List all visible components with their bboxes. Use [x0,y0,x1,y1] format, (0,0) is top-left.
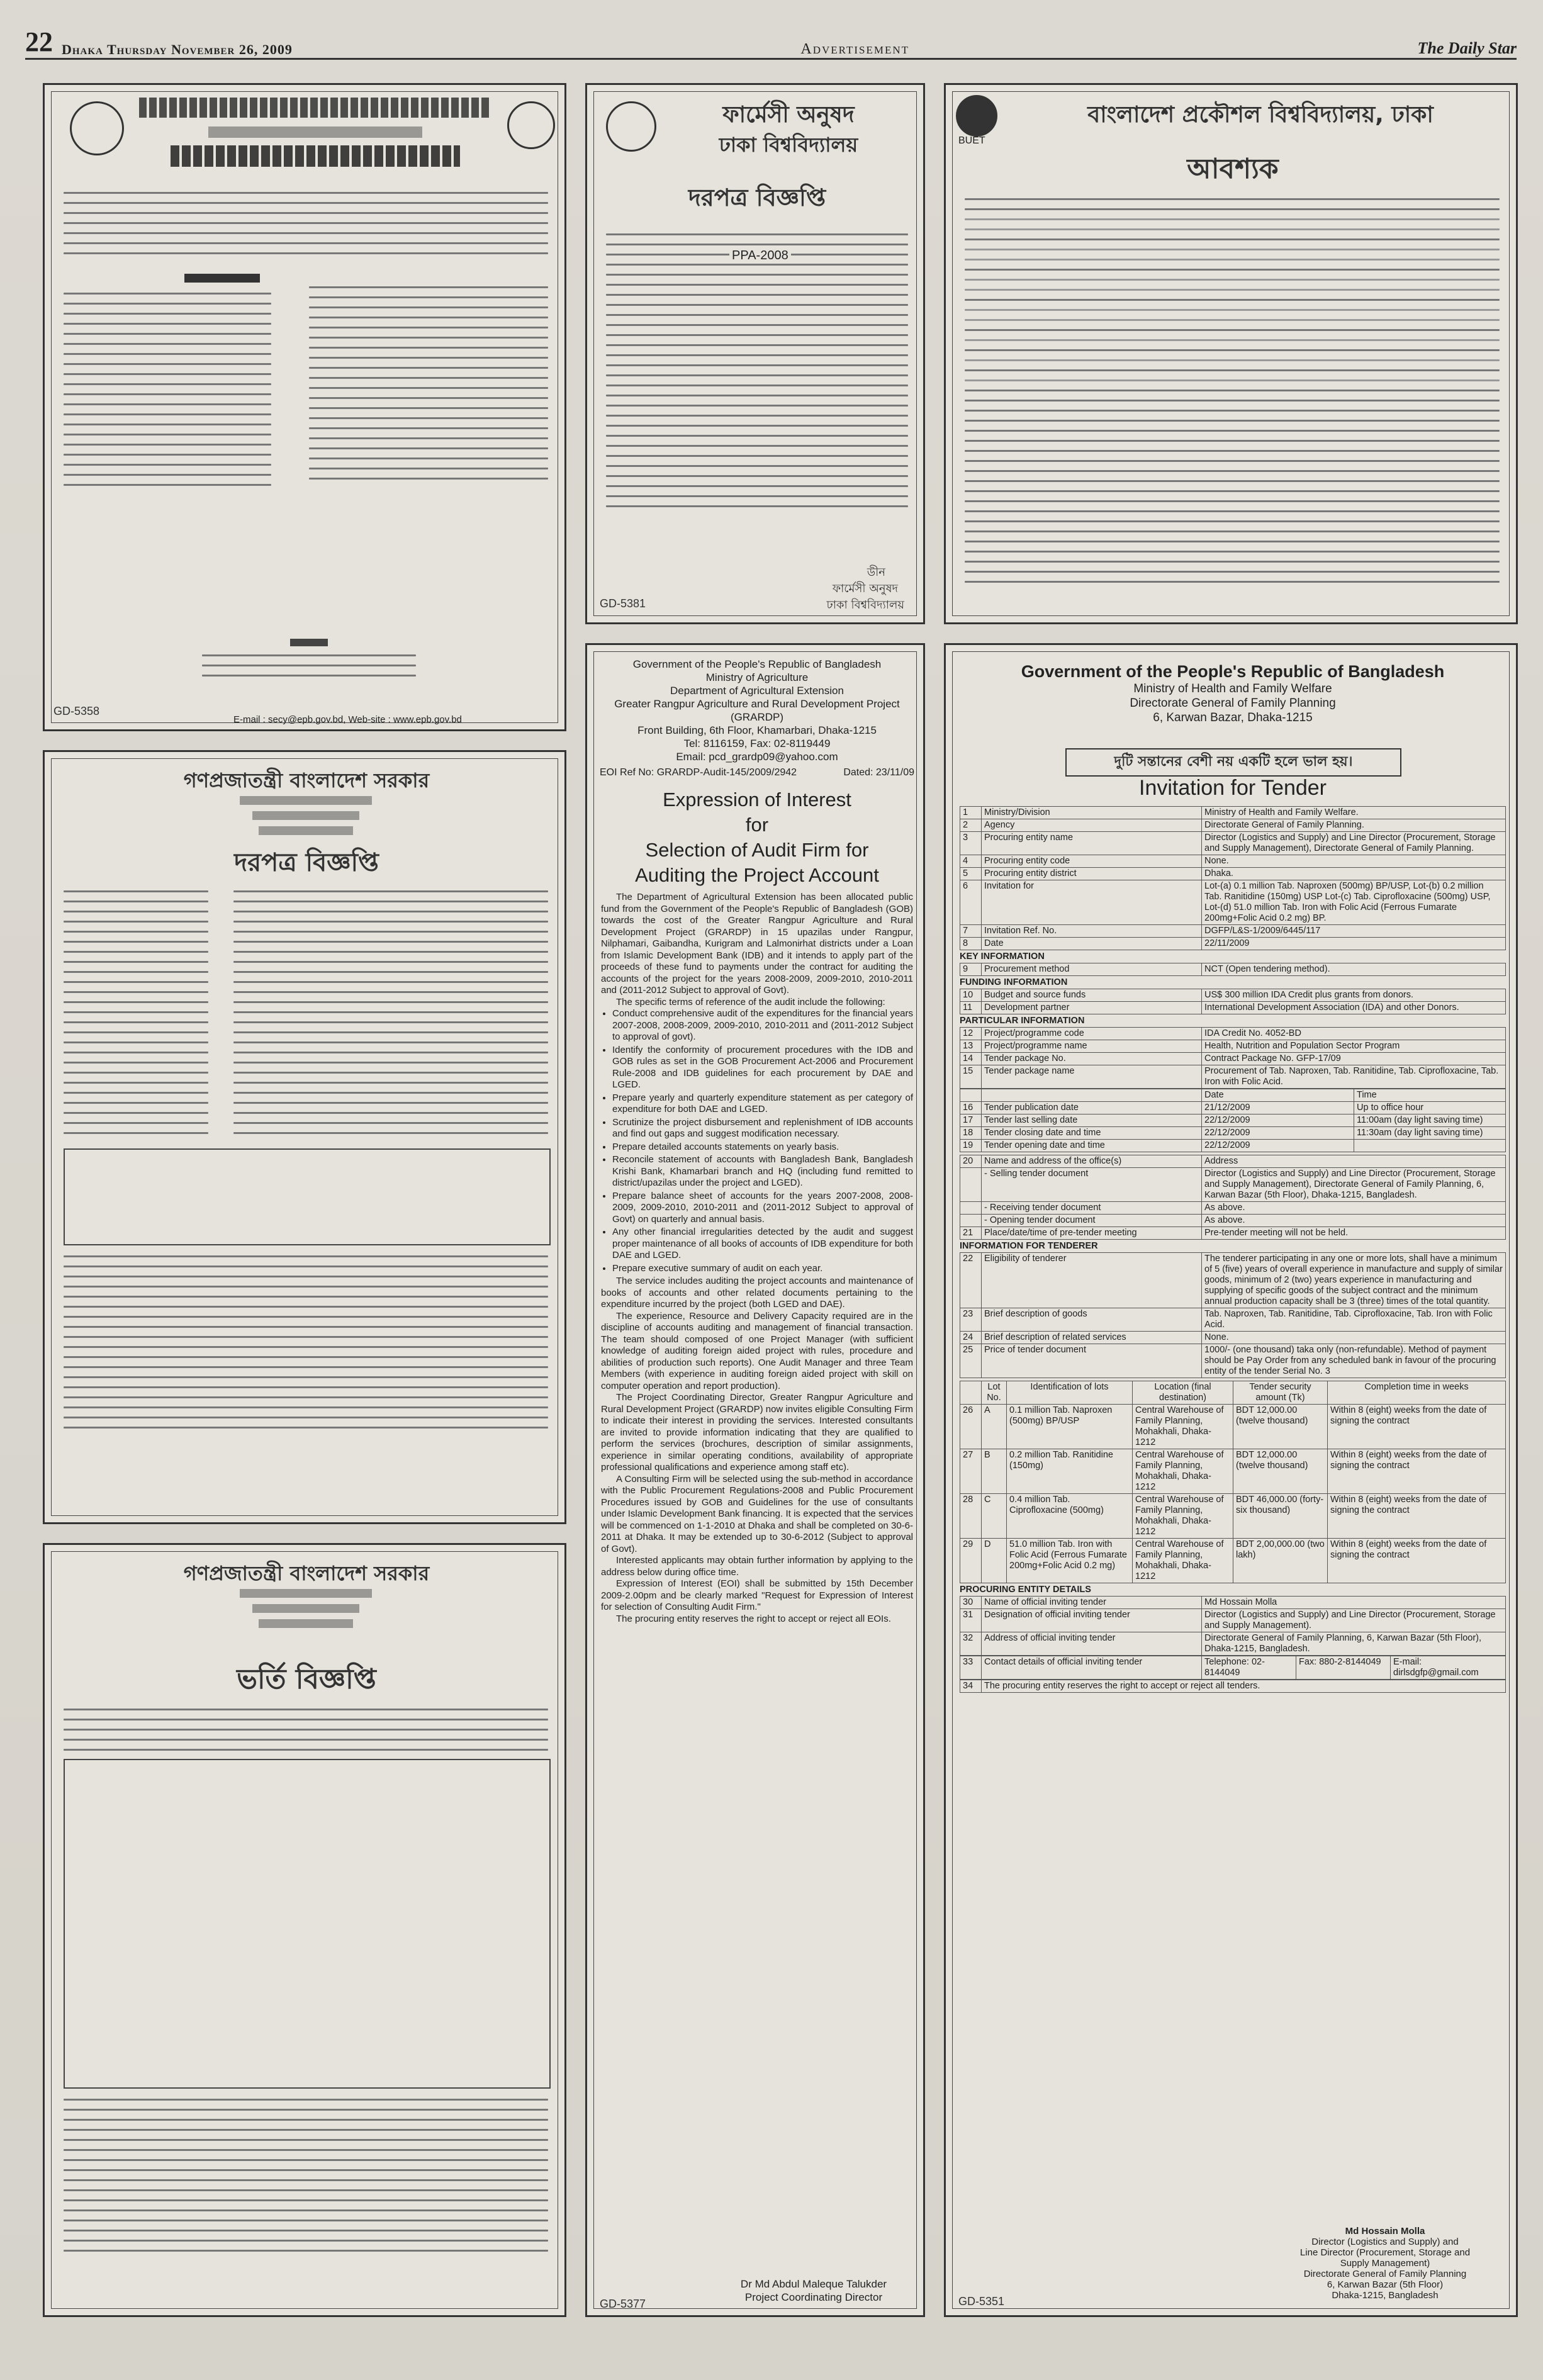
table-cell: E-mail: dirlsdgfp@gmail.com [1391,1656,1506,1680]
table-row [960,1381,1506,1405]
masthead [25,26,1517,60]
table-cell: Tender opening date and time [982,1140,1202,1152]
table-cell: 20 [960,1155,982,1168]
table-row [960,1114,1506,1127]
table-cell: 4 [960,855,982,868]
table-cell: 0.4 million Tab. Ciprofloxacine (500mg) [1007,1494,1133,1539]
eoi-para-4: The experience, Resource and Delivery Capacity required are in the discipline of accounts auditing and management of financial transaction. The team should composed of one Project Manager (with sufficient knowledge of auditing foreign aided project with rules, procedure and abilities of production such reports). One Audit Manager and three Team Members (with experience in auditing foreign aided project with skill on computer operation and report production). [601,1310,913,1391]
table-cell: Directorate General of Family Planning. [1202,819,1506,832]
table-row [960,1155,1506,1168]
table-cell: Name and address of the office(s) [982,1155,1202,1168]
table-cell: Central Warehouse of Family Planning, Mohakhali, Dhaka-1212 [1133,1405,1233,1449]
table-cell: None. [1202,1332,1506,1344]
table-cell: Directorate General of Family Planning, 6, Karwan Bazar (5th Floor), Dhaka-1215, Bangladesh. [1202,1632,1506,1656]
table-cell: Project/programme name [982,1040,1202,1053]
table-row [960,1227,1506,1240]
table-cell: Brief description of goods [982,1308,1202,1332]
pharmacy-sign-2: ফার্মেসী অনুষদ [832,582,898,595]
table-cell: 17 [960,1114,982,1127]
ppa-ref: PPA-2008 [729,249,791,263]
pharmacy-sign-3: ঢাকা বিশ্ববিদ্যালয় [826,598,904,612]
table-cell: 22/11/2009 [1202,938,1506,950]
table-cell: 5 [960,868,982,880]
procuring-entity-section: PROCURING ENTITY DETAILS [960,1585,1091,1595]
table-cell: BDT 12,000.00 (twelve thousand) [1233,1449,1328,1494]
buet-recruitment-ad [944,83,1518,624]
table-cell: 51.0 million Tab. Iron with Folic Acid (Ferrous Fumarate 200mg+Folic Acid 0.2 mg) [1007,1539,1133,1583]
eoi-project: Greater Rangpur Agriculture and Rural Development Project [614,698,900,710]
table-cell: 33 [960,1656,982,1680]
table-row [960,855,1506,868]
table-cell: 22/12/2009 [1202,1127,1354,1140]
key-info-section: KEY INFORMATION [960,951,1045,962]
table-cell: International Development Association (IDA) and other Donors. [1202,1002,1506,1014]
table-cell: Project/programme code [982,1028,1202,1040]
table-cell: 24 [960,1332,982,1344]
table-cell: Eligibility of tenderer [982,1253,1202,1308]
eoi-address: Front Building, 6th Floor, Khamarbari, Dhaka-1215 [637,724,877,736]
table-cell: Up to office hour [1354,1102,1506,1114]
table-row [960,1308,1506,1332]
eoi-signer-title: Project Coordinating Director [744,2291,883,2303]
funding-info-section: FUNDING INFORMATION [960,977,1068,987]
epb-logo-icon [70,101,124,155]
table-cell: Tender package No. [982,1053,1202,1065]
table-cell: Within 8 (eight) weeks from the date of signing the contract [1328,1405,1506,1449]
table-cell: C [982,1494,1007,1539]
table-cell: 1 [960,807,982,819]
table-row [960,1253,1506,1308]
table-row [960,1140,1506,1152]
list-item: • Identify the conformity of procurement procedures with the IDB and GOB rules as set in the GOB Procurement Act-2006 and Procurement Rule-2008 and IDB guidelines for each procurement by DAE and LGED. [612,1045,913,1091]
table-cell: 14 [960,1053,982,1065]
table-cell: Brief description of related services [982,1332,1202,1344]
table-row [960,938,1506,950]
table-cell: A [982,1405,1007,1449]
table-header-cell: Completion time in weeks [1328,1381,1506,1405]
table-row [960,1344,1506,1378]
table-cell: Procuring entity code [982,855,1202,868]
table-cell: 3 [960,832,982,855]
table-cell: Date [982,938,1202,950]
pharmacy-subtitle: ঢাকা বিশ্ববিদ্যালয় [719,133,858,157]
table-cell: 0.1 million Tab. Naproxen (500mg) BP/USP [1007,1405,1133,1449]
epb-email: E-mail : secy@epb.gov.bd, Web-site : www.epb.gov.bd [233,714,462,725]
table-cell: Contact details of official inviting tender [982,1656,1202,1680]
table-row [960,1609,1506,1632]
eoi-para-8: Expression of Interest (EOI) shall be submitted by 15th December 2009-2.00pm and be clearly marked "Request for Expression of Interest for selection of Consulting Audit Firm." [601,1578,913,1612]
tender-directorate: Directorate General of Family Planning [1130,697,1336,710]
table-row [960,1405,1506,1449]
table-cell: DGFP/L&S-1/2009/6445/117 [1202,925,1506,938]
eoi-heading-4: Auditing the Project Account [635,864,879,886]
table-cell: As above. [1202,1215,1506,1227]
table-cell: Invitation for [982,880,1202,925]
table-cell: 7 [960,925,982,938]
tribunal-tender-ad [43,750,566,1524]
table-cell: Designation of official inviting tender [982,1609,1202,1632]
pharmacy-heading: দরপত্র বিজ্ঞপ্তি [688,184,826,211]
table-row [960,1127,1506,1140]
table-row [960,819,1506,832]
table-cell: Lot-(a) 0.1 million Tab. Naproxen (500mg) BP/USP, Lot-(b) 0.2 million Tab. Ranitidine (150mg) USP Lot-(c) Tab. Ciprofloxacine (500mg) USP, Lot-(d) 51.0 million Tab. Iron with Folic Acid (Ferrous Fumarate 200mg+Folic Acid 0.2 mg) BP. [1202,880,1506,925]
eoi-ad-code: GD-5377 [600,2298,646,2310]
table-cell: - Opening tender document [982,1215,1202,1227]
table-row [960,1002,1506,1014]
bd-emblem-icon [507,101,555,149]
buet-title: বাংলাদেশ প্রকৌশল বিশ্ববিদ্যালয়, ঢাকা [1087,102,1434,128]
table-cell: 30 [960,1597,982,1609]
table-row [960,1656,1506,1680]
table-cell: 28 [960,1494,982,1539]
tribunal-heading: দরপত্র বিজ্ঞপ্তি [234,848,379,877]
signer-line: Line Director (Procurement, Storage and [1299,2247,1471,2258]
table-cell: 22/12/2009 [1202,1140,1354,1152]
table-cell: Md Hossain Molla [1202,1597,1506,1609]
eoi-para-3: The service includes auditing the project accounts and maintenance of books of accounts and other related documents pertaining to the expenditure incurred by the project (both LGED and DAE). [601,1276,913,1310]
table-cell: 12 [960,1028,982,1040]
women-gov-title: গণপ্রজাতন্ত্রী বাংলাদেশ সরকার [183,1561,430,1585]
signer-line: Directorate General of Family Planning [1303,2269,1467,2279]
women-admission-ad [43,1543,566,2317]
table-row [960,1102,1506,1114]
eoi-signer: Dr Md Abdul Maleque Talukder [740,2278,887,2290]
table-cell: Dhaka. [1202,868,1506,880]
table-row [960,1215,1506,1227]
table-row [960,1539,1506,1583]
table-row [960,989,1506,1002]
eoi-dated: Dated: 23/11/09 [843,767,914,778]
table-cell: IDA Credit No. 4052-BD [1202,1028,1506,1040]
buet-logo-icon [956,95,997,137]
table-cell: Procuring entity district [982,868,1202,880]
table-cell: 21/12/2009 [1202,1102,1354,1114]
table-cell: 13 [960,1040,982,1053]
table-cell: Tender last selling date [982,1114,1202,1127]
table-cell: None. [1202,855,1506,868]
list-item: • Prepare balance sheet of accounts for the years 2007-2008, 2008-2009, 2009-2010, 2010-2011 and (2011-2012 Subject to approval of Govt) on quarterly and annual basis. [612,1191,913,1226]
table-cell: 26 [960,1405,982,1449]
table-cell: 1000/- (one thousand) taka only (non-refundable). Method of payment should be Pay Order from any scheduled bank in favour of the procuring entity of the tender Serial No. 3 [1202,1344,1506,1378]
table-cell: Central Warehouse of Family Planning, Mohakhali, Dhaka-1212 [1133,1494,1233,1539]
table-cell: Procurement method [982,963,1202,976]
table-cell: BDT 46,000.00 (forty-six thousand) [1233,1494,1328,1539]
table-header-cell: Lot No. [982,1381,1007,1405]
tender-ministry: Ministry of Health and Family Welfare [1133,682,1332,695]
eoi-heading-1: Expression of Interest [663,789,851,811]
list-item: • Prepare detailed accounts statements on yearly basis. [612,1142,913,1154]
particular-info-section: PARTICULAR INFORMATION [960,1016,1085,1026]
table-cell: 23 [960,1308,982,1332]
table-cell: Within 8 (eight) weeks from the date of signing the contract [1328,1494,1506,1539]
table-cell: Telephone: 02-8144049 [1202,1656,1296,1680]
section-label: Advertisement [800,41,910,57]
eoi-dept: Department of Agricultural Extension [670,685,844,697]
eoi-heading-2: for [745,814,769,836]
table-cell: 6 [960,880,982,925]
table-cell: Place/date/time of pre-tender meeting [982,1227,1202,1240]
table-cell: 11 [960,1002,982,1014]
table-cell [1354,1140,1506,1152]
table-row [960,1597,1506,1609]
table-cell: 32 [960,1632,982,1656]
table-cell: Health, Nutrition and Population Sector Program [1202,1040,1506,1053]
date-header: Date [1202,1089,1354,1102]
table-cell: 2 [960,819,982,832]
table-cell: Address [1202,1155,1506,1168]
table-cell: 29 [960,1539,982,1583]
table-row [960,1632,1506,1656]
pharmacy-title: ফার্মেসী অনুষদ [722,102,855,128]
table-row [960,1168,1506,1202]
table-cell: 11:30am (day light saving time) [1354,1127,1506,1140]
signer-line: Supply Management) [1340,2258,1430,2269]
table-row [960,1449,1506,1494]
table-cell: 0.2 million Tab. Ranitidine (150mg) [1007,1449,1133,1494]
paper-name: The Daily Star [1417,39,1517,57]
list-item: • Prepare executive summary of audit on each year. [612,1263,913,1275]
eoi-gov: Government of the People's Republic of Bangladesh [632,658,882,670]
du-logo-icon [606,101,656,152]
table-row [960,1028,1506,1040]
table-cell: Budget and source funds [982,989,1202,1002]
table-row [960,1040,1506,1053]
table-cell [960,1381,982,1405]
table-cell: Tender publication date [982,1102,1202,1114]
tender-heading: Invitation for Tender [1139,776,1327,800]
time-header: Time [1354,1089,1506,1102]
table-cell: Director (Logistics and Supply) and Line Director (Procurement, Storage and Supply Management), Directorate General of Family Planning. [1202,832,1506,855]
table-cell: 9 [960,963,982,976]
eoi-audit-ad [585,643,925,2317]
table-cell: - Selling tender document [982,1168,1202,1202]
eoi-abbr: (GRARDP) [730,711,784,723]
buet-logo-label: BUET [958,135,985,146]
table-cell: NCT (Open tendering method). [1202,963,1506,976]
table-row [960,963,1506,976]
table-cell: Name of official inviting tender [982,1597,1202,1609]
eoi-bullet-list [601,1008,913,1274]
eoi-tel: Tel: 8116159, Fax: 02-8119449 [683,738,831,749]
table-cell: Ministry of Health and Family Welfare. [1202,807,1506,819]
table-cell [960,1215,982,1227]
table-cell: 10 [960,989,982,1002]
table-cell: As above. [1202,1202,1506,1215]
table-row [960,1202,1506,1215]
eoi-ministry: Ministry of Agriculture [705,671,809,683]
eoi-para-1: The Department of Agricultural Extension has been allocated public fund from the Government of the People's Republic of Bangladesh (GOB) towards the cost of the Greater Rangpur Agriculture and Rural Development Project (GRARDP) in 15 upazilas under Rangpur, Nilphamari, Gaibandha, Kurigram and Lalmonirhat districts under a Loan from Islamic Development Bank (IDB) and it intends to apply part of the proceeds of these fund to payments under the contract for auditing the accounts of the project for the years 2008-2009, 2009-2010, 2010-2011 and (2011-2012 Subject to approval of Govt). [601,892,913,996]
table-cell: Tender closing date and time [982,1127,1202,1140]
table-cell: B [982,1449,1007,1494]
table-row [960,832,1506,855]
list-item: • Prepare yearly and quarterly expenditure statement as per category of expenditure for both DAE and LGED. [612,1092,913,1116]
table-row [960,925,1506,938]
table-cell: Address of official inviting tender [982,1632,1202,1656]
table-cell: 34 [960,1680,982,1693]
buet-heading: আবশ্যক [1187,153,1279,185]
table-cell: Director (Logistics and Supply) and Line Director (Procurement, Storage and Supply Management), Directorate General of Family Planning, 6, Karwan Bazar (5th Floor), Dhaka-1215, Bangladesh. [1202,1168,1506,1202]
eoi-heading-3: Selection of Audit Firm for [645,839,869,861]
table-cell: 19 [960,1140,982,1152]
table-cell: 22 [960,1253,982,1308]
list-item: • Conduct comprehensive audit of the expenditures for the financial years 2007-2008, 2008-2009, 2009-2010, 2010-2011 and (2011-2012 Subject to approval of govt). [612,1008,913,1043]
table-row [960,880,1506,925]
tender-address: 6, Karwan Bazar, Dhaka-1215 [1153,711,1313,724]
table-cell: Procurement of Tab. Naproxen, Tab. Ranitidine, Tab. Ciprofloxacine, Tab. Iron with Folic Acid. [1202,1065,1506,1089]
table-cell: 22/12/2009 [1202,1114,1354,1127]
table-cell: Ministry/Division [982,807,1202,819]
table-row [960,807,1506,819]
eoi-para-9: The procuring entity reserves the right to accept or reject all EOIs. [616,1613,891,1624]
eoi-para-6: A Consulting Firm will be selected using the sub-method in accordance with the Public Procurement Regulations-2008 and Public Procurement Procedures issued by GOB and Guidelines for the use of consultants under Islamic Development Bank financing. It is expected that the services will be commenced on 1-1-2010 at Dhaka and shall be completed on 30-6-2011 at Dhaka. It may be extended up to 30-6-2012 (Subject to approval of Govt). [601,1473,913,1554]
tenderer-info-section: INFORMATION FOR TENDERER [960,1241,1098,1251]
table-cell: 15 [960,1065,982,1089]
date-line: Dhaka Thursday November 26, 2009 [62,42,293,57]
eoi-email: Email: pcd_grardp09@yahoo.com [676,751,838,763]
table-cell [960,1168,982,1202]
table-cell: Central Warehouse of Family Planning, Mohakhali, Dhaka-1212 [1133,1449,1233,1494]
list-item: • Reconcile statement of accounts with Bangladesh Bank, Bangladesh Krishi Bank, Khamarbari branch and HQ (including fund remitted to district/upazilas under the project and LGED). [612,1154,913,1189]
pharmacy-ad-code: GD-5381 [600,597,646,610]
table-header-cell: Tender security amount (Tk) [1233,1381,1328,1405]
women-heading: ভর্তি বিজ্ঞপ্তি [237,1663,376,1695]
table-cell: 11:00am (day light saving time) [1354,1114,1506,1127]
table-cell: The tenderer participating in any one or more lots, shall have a minimum of 5 (five) years of overall experience in manufacture and supply of similar goods, minimum of 2 (two) years experience in manufacturing and supplying of specific goods of the subject contract and the minimum annual production capacity shall be 3 (three) times of the total quantity. [1202,1253,1506,1308]
table-header-cell: Identification of lots [1007,1381,1133,1405]
pharmacy-tender-ad [585,83,925,624]
table-cell: 25 [960,1344,982,1378]
table-cell: Central Warehouse of Family Planning, Mohakhali, Dhaka-1212 [1133,1539,1233,1583]
epb-ad-code: GD-5358 [53,705,100,717]
table-row [960,1494,1506,1539]
eoi-body [601,892,913,1625]
tender-slogan: দুটি সন্তানের বেশী নয় একটি হলে ভাল হয়। [1065,748,1401,777]
table-cell: Invitation Ref. No. [982,925,1202,938]
eoi-para-2: The specific terms of reference of the audit include the following: [616,996,885,1008]
table-cell: 18 [960,1127,982,1140]
table-cell: 8 [960,938,982,950]
table-cell: Within 8 (eight) weeks from the date of signing the contract [1328,1539,1506,1583]
table-row [960,1065,1506,1089]
tender-table [960,806,1506,1693]
table-cell: Tender package name [982,1065,1202,1089]
tender-ad-code: GD-5351 [958,2295,1005,2308]
signer-line: Dhaka-1215, Bangladesh [1332,2290,1439,2301]
list-item: • Scrutinize the project disbursement and replenishment of IDB accounts and find out gaps and suggest modification necessary. [612,1117,913,1140]
table-cell: 31 [960,1609,982,1632]
table-cell: 16 [960,1102,982,1114]
table-cell: 27 [960,1449,982,1494]
tender-signature [1272,2226,1498,2301]
signer-line: Director (Logistics and Supply) and [1311,2237,1459,2247]
list-item: • Any other financial irregularities detected by the audit and suggest proper maintenance of all books of accounts of IDB expenditure for both DAE and LGED. [612,1226,913,1262]
epb-trade-fair-ad [43,83,566,731]
table-cell: Director (Logistics and Supply) and Line Director (Procurement, Storage and Supply Management). [1202,1609,1506,1632]
table-cell: Fax: 880-2-8144049 [1296,1656,1391,1680]
eoi-para-5: The Project Coordinating Director, Greater Rangpur Agriculture and Rural Development Project (GRARDP) now invites eligible Consulting Firm to indicate their interest in providing the services. Interested consultants are invited to provide information indicating that they are qualified to perform the services (brochures, description of similar assignments, experience in similar operating conditions, availability of appropriate professional qualifications and experience among staff etc). [601,1392,914,1473]
table-cell: Contract Package No. GFP-17/09 [1202,1053,1506,1065]
eoi-para-7: Interested applicants may obtain further information by applying to the address below during office time. [601,1555,913,1578]
table-cell: BDT 2,00,000.00 (two lakh) [1233,1539,1328,1583]
table-cell: Procuring entity name [982,832,1202,855]
table-cell: Tab. Naproxen, Tab. Ranitidine, Tab. Ciprofloxacine, Tab. Iron with Folic Acid. [1202,1308,1506,1332]
table-cell: - Receiving tender document [982,1202,1202,1215]
table-row [960,868,1506,880]
table-cell: The procuring entity reserves the right to accept or reject all tenders. [982,1680,1506,1693]
table-cell: D [982,1539,1007,1583]
table-header-cell: Location (final destination) [1133,1381,1233,1405]
table-cell: Price of tender document [982,1344,1202,1378]
table-cell: 21 [960,1227,982,1240]
page-number: 22 [25,26,53,57]
eoi-ref: EOI Ref No: GRARDP-Audit-145/2009/2942 [600,767,797,778]
tender-gov: Government of the People's Republic of Bangladesh [1021,662,1445,681]
pharmacy-sign-1: ডীন [867,566,885,579]
table-cell: US$ 300 million IDA Credit plus grants from donors. [1202,989,1506,1002]
signer-line: 6, Karwan Bazar (5th Floor) [1327,2279,1444,2290]
signer-name: Md Hossain Molla [1345,2226,1425,2237]
table-row [960,1680,1506,1693]
table-row [960,1053,1506,1065]
table-row [960,1332,1506,1344]
table-cell: Pre-tender meeting will not be held. [1202,1227,1506,1240]
table-cell [960,1202,982,1215]
table-cell: Within 8 (eight) weeks from the date of signing the contract [1328,1449,1506,1494]
table-cell: Development partner [982,1002,1202,1014]
family-planning-tender-ad [944,643,1518,2317]
table-cell: BDT 12,000.00 (twelve thousand) [1233,1405,1328,1449]
table-cell: Agency [982,819,1202,832]
tribunal-gov-title: গণপ্রজাতন্ত্রী বাংলাদেশ সরকার [183,768,430,792]
